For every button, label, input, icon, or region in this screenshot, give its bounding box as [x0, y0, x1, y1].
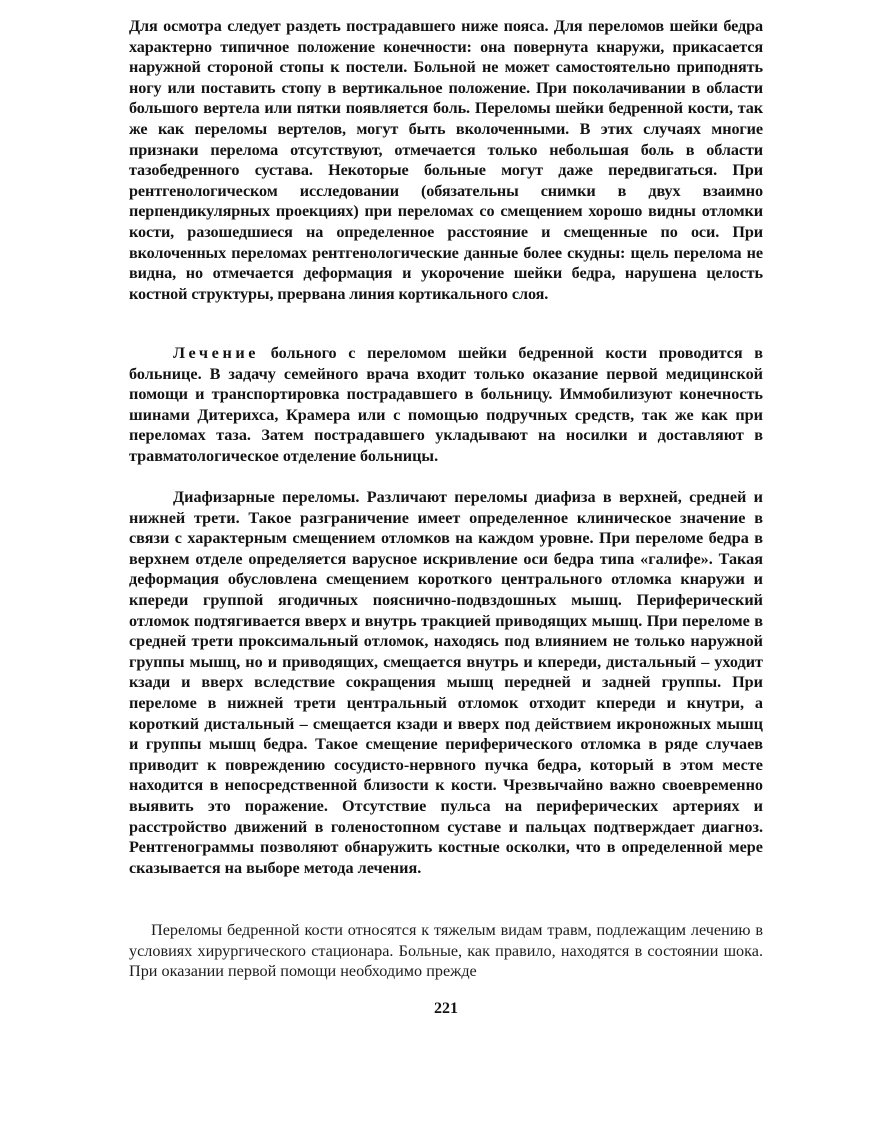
paragraph-text	[129, 487, 763, 878]
paragraph-text	[129, 343, 763, 467]
paragraph-femoral-neck-exam	[129, 16, 763, 304]
page-number: 221	[434, 1000, 458, 1017]
treatment-text: больного с переломом шейки бедренной кости проводится в больнице. В задачу семейного врача входит только оказание первой медицинской помощи и транспортировка пострадавшего в больницу. Иммобилизуют конечность шинами Дитерихса, Крамера или с помощью подручных средств, так же как при переломах таза. Затем пострадавшего укладывают на носилки и доставляют в травматологическое отделение больницы.	[129, 344, 763, 465]
paragraph-diaphyseal-fractures	[129, 487, 763, 878]
section-heading: Диафизарные переломы.	[173, 488, 360, 506]
paragraph-treatment	[129, 343, 763, 467]
paragraph-text: Переломы бедренной кости относятся к тяжелым видам травм, подлежащим лечению в условиях хирургического стационара. Больные, как правило, находятся в состоянии шока. При оказании первой помощи необходимо прежде	[129, 921, 763, 981]
paragraph-femur-fractures-severity	[129, 920, 763, 982]
paragraph-text: Для осмотра следует раздеть пострадавшего ниже пояса. Для переломов шейки бедра характерно типичное положение конечности: она повернута кнаружи, прикасается наружной стороной стопы к постели. Больной не может самостоятельно приподнять ногу или поставить стопу в вертикальное положение. При поколачивании в области большого вертела или пятки появляется боль. Переломы шейки бедренной кости, так же как переломы вертелов, могут быть вколоченными. В этих случаях многие признаки перелома отсутствуют, отмечается только небольшая боль в области тазобедренного сустава. Некоторые больные могут даже передвигаться. При рентгенологическом исследовании (обязательны снимки в двух взаимно перпендикулярных проекциях) при переломах со смещением хорошо видны отломки кости, разошедшиеся на определенное расстояние и смещенные по оси. При вколоченных переломах рентгенологические данные более скудны: щель перелома не видна, но отмечается деформация и укорочение шейки бедра, нарушена целость костной структуры, прервана линия кортикального слоя.	[129, 17, 763, 303]
treatment-spaced-word: Лечение	[173, 344, 260, 362]
diaphyseal-text: Различают переломы диафиза в верхней, средней и нижней трети. Такое разграничение имеет определенное клиническое значение в связи с характерным смещением отломков на каждом уровне. При переломе бедра в верхнем отделе определяется варусное искривление оси бедра типа «галифе». Такая деформация обусловлена смещением короткого центрального отломка кнаружи и кпереди группой ягодичных пояснично-подвздошных мышц. Периферический отломок подтягивается вверх и внутрь тракцией приводящих мышц. При переломе в средней трети проксимальный отломок, находясь под влиянием не только наружной группы мышц, но и приводящих, смещается внутрь и кпереди, дистальный – уходит кзади и вверх вследствие сокращения мышц передней и задней группы. При переломе в нижней трети центральный отломок отходит кпереди и кнутри, а короткий дистальный – смещается кзади и вверх под действием икроножных мышц и группы мышц бедра. Такое смещение периферического отломка в ряде случаев приводит к повреждению сосудисто-нервного пучка бедра, который в этом месте находится в непосредственной близости к кости. Чрезвычайно важно своевременно выявить это поражение. Отсутствие пульса на периферических артериях и расстройство движений в голеностопном суставе и пальцах подтверждает диагноз. Рентгенограммы позволяют обнаружить костные осколки, что в определенной мере сказывается на выборе метода лечения.	[129, 488, 763, 877]
